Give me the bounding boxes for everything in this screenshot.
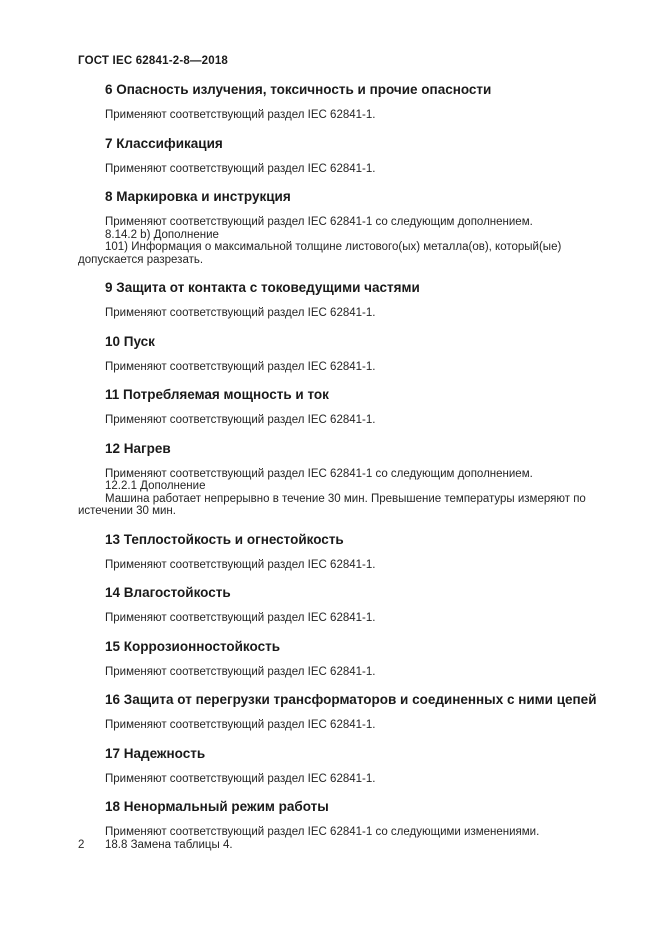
page-number: 2 bbox=[78, 839, 85, 851]
section-heading: 9 Защита от контакта с токоведущими частями bbox=[105, 280, 420, 295]
section-heading: 17 Надежность bbox=[105, 745, 206, 761]
section bbox=[78, 83, 618, 122]
paragraph: Применяют соответствующий раздел IEC 62841-1. bbox=[105, 162, 376, 175]
paragraph: Применяют соответствующий раздел IEC 62841-1 со следующими изменениями. bbox=[105, 826, 540, 838]
section bbox=[78, 747, 618, 786]
section bbox=[78, 335, 618, 374]
section bbox=[78, 137, 618, 176]
paragraph: 18.8 Замена таблицы 4. bbox=[105, 838, 233, 851]
section bbox=[78, 442, 618, 518]
section-heading: 18 Ненормальный режим работы bbox=[105, 799, 329, 814]
section-heading: 6 Опасность излучения, токсичность и прочие опасности bbox=[105, 82, 492, 97]
paragraph: Применяют соответствующий раздел IEC 62841-1 со следующим дополнением. bbox=[105, 216, 533, 228]
paragraph: Применяют соответствующий раздел IEC 62841-1. bbox=[105, 414, 376, 426]
page-content bbox=[78, 55, 618, 851]
section-heading: 16 Защита от перегрузки трансформаторов и соединенных с ними цепей bbox=[105, 692, 597, 707]
section-heading: 15 Коррозионностойкость bbox=[105, 638, 280, 654]
section bbox=[78, 533, 618, 572]
paragraph: Применяют соответствующий раздел IEC 62841-1. bbox=[105, 772, 376, 785]
sections-container bbox=[78, 83, 618, 851]
section bbox=[78, 388, 618, 427]
paragraph: Применяют соответствующий раздел IEC 62841-1. bbox=[105, 307, 376, 319]
paragraph: Применяют соответствующий раздел IEC 62841-1. bbox=[105, 612, 376, 624]
section-heading: 13 Теплостойкость и огнестойкость bbox=[105, 531, 344, 547]
section-heading: 14 Влагостойкость bbox=[105, 585, 231, 600]
section-heading: 8 Маркировка и инструкция bbox=[105, 189, 291, 204]
paragraph: Применяют соответствующий раздел IEC 62841-1. bbox=[105, 558, 376, 571]
section bbox=[78, 800, 618, 851]
paragraph: 101) Информация о максимальной толщине листового(ых) металла(ов), который(ые) допускается разрезать. bbox=[78, 241, 562, 266]
paragraph: Применяют соответствующий раздел IEC 62841-1. bbox=[105, 360, 376, 373]
paragraph: Применяют соответствующий раздел IEC 62841-1. bbox=[105, 719, 376, 731]
section-heading: 12 Нагрев bbox=[105, 440, 171, 456]
paragraph: Применяют соответствующий раздел IEC 62841-1. bbox=[105, 109, 376, 121]
paragraph: Машина работает непрерывно в течение 30 мин. Превышение температуры измеряют по истечении 30 мин. bbox=[78, 492, 586, 517]
running-header: ГОСТ IEC 62841-2-8—2018 bbox=[78, 55, 229, 67]
section-heading: 11 Потребляемая мощность и ток bbox=[105, 387, 329, 402]
section bbox=[78, 693, 618, 732]
paragraph: 12.2.1 Дополнение bbox=[105, 480, 206, 492]
paragraph: Применяют соответствующий раздел IEC 62841-1. bbox=[105, 665, 376, 678]
section-heading: 10 Пуск bbox=[105, 333, 155, 349]
section bbox=[78, 190, 618, 266]
section-heading: 7 Классификация bbox=[105, 135, 223, 151]
section bbox=[78, 586, 618, 625]
paragraph: 8.14.2 b) Дополнение bbox=[105, 228, 219, 241]
paragraph: Применяют соответствующий раздел IEC 62841-1 со следующим дополнением. bbox=[105, 467, 533, 480]
section bbox=[78, 640, 618, 679]
section bbox=[78, 281, 618, 320]
